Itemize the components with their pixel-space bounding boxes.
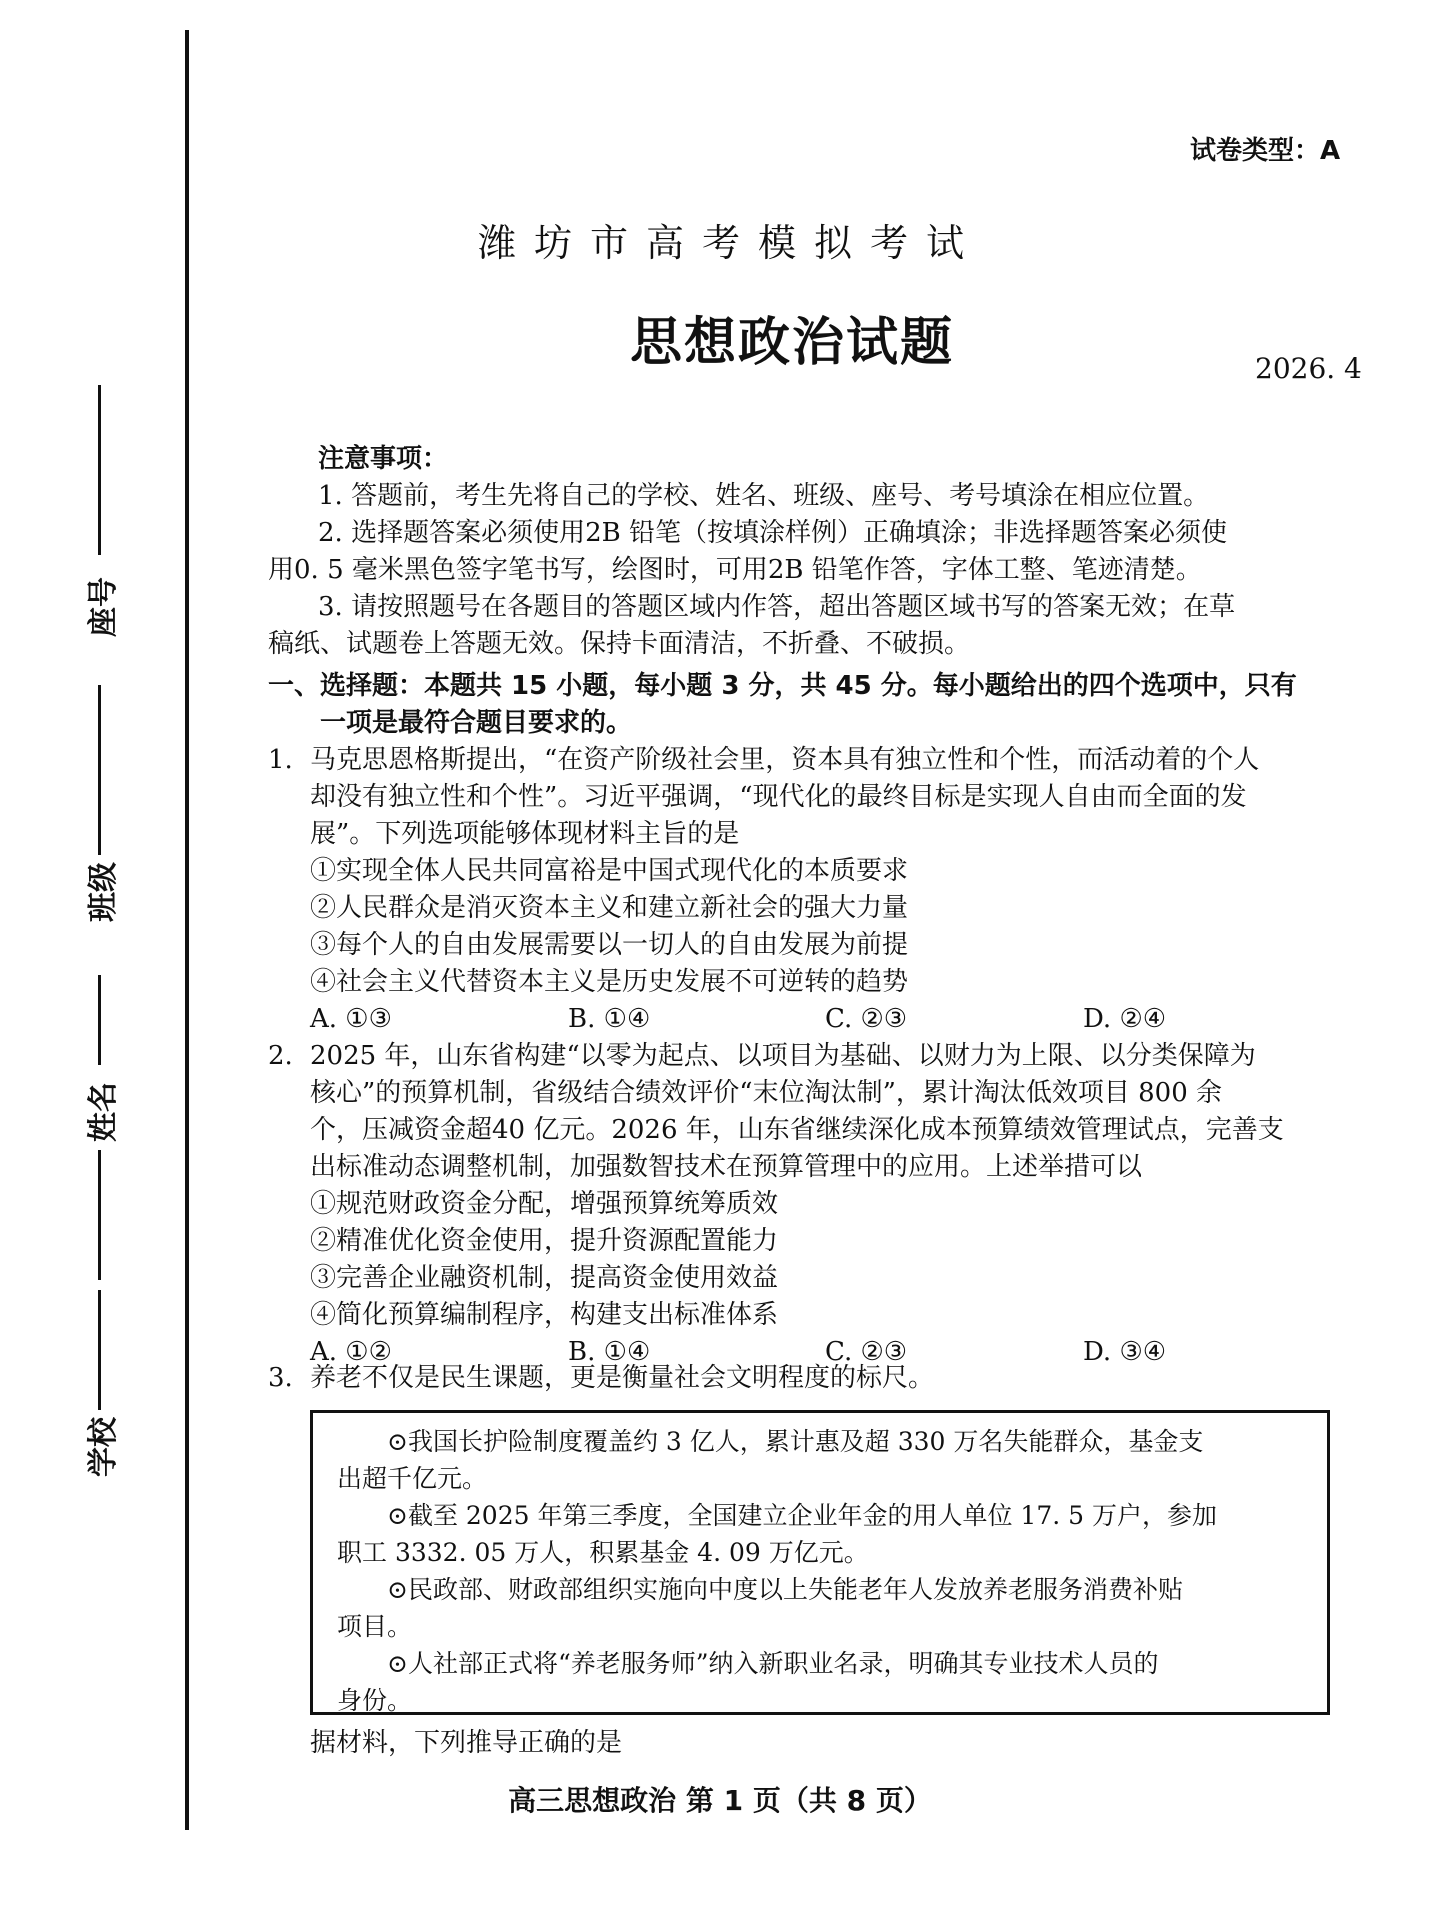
- seat-field[interactable]: [60, 385, 140, 685]
- notes-line: 2. 选择题答案必须使用2B 铅笔（按填涂样例）正确填涂；非选择题答案必须使: [318, 518, 1227, 548]
- statement-3: ③完善企业融资机制，提高资金使用效益: [310, 1263, 779, 1293]
- option-c[interactable]: C. ②③: [825, 1004, 908, 1034]
- school-label: 学校: [86, 1417, 121, 1477]
- material-box: [310, 1410, 1330, 1715]
- question-line: 马克思恩格斯提出，“在资产阶级社会里，资本具有独立性和个性，而活动着的个人: [310, 745, 1260, 775]
- statement-1: ①实现全体人民共同富裕是中国式现代化的本质要求: [310, 856, 909, 886]
- option-d[interactable]: D. ②④: [1083, 1004, 1167, 1034]
- answer-options: [310, 1001, 1358, 1038]
- class-label: 班级: [86, 862, 121, 922]
- name-field[interactable]: [60, 975, 140, 1275]
- exam-date: 2026. 4: [1255, 352, 1362, 385]
- material-line: 出超千亿元。: [337, 1464, 488, 1493]
- question-stem: 养老不仅是民生课题，更是衡量社会文明程度的标尺。: [310, 1363, 935, 1393]
- statement-2: ②精准优化资金使用，提升资源配置能力: [310, 1226, 779, 1256]
- exam-type: 试卷类型：A: [1190, 136, 1341, 166]
- notes-block: [268, 441, 1358, 663]
- material-line: ⊙民政部、财政部组织实施向中度以上失能老年人发放养老服务消费补贴: [387, 1575, 1183, 1604]
- seat-label: 座号: [86, 577, 121, 637]
- statement-1: ①规范财政资金分配，增强预算统筹质效: [310, 1189, 779, 1219]
- page-footer: 高三思想政治 第 1 页（共 8 页）: [508, 1784, 932, 1817]
- material-line: ⊙人社部正式将“养老服务师”纳入新职业名录，明确其专业技术人员的: [387, 1649, 1159, 1678]
- question-3: [268, 1360, 1358, 1397]
- question-prompt: 据材料，下列推导正确的是: [310, 1728, 623, 1758]
- option-b[interactable]: B. ①④: [568, 1337, 651, 1367]
- question-line: 核心”的预算机制，省级结合绩效评价“末位淘汰制”，累计淘汰低效项目 800 余: [310, 1078, 1223, 1108]
- class-field[interactable]: [60, 685, 140, 985]
- option-a[interactable]: A. ①③: [310, 1004, 392, 1034]
- question-line: 出标准动态调整机制，加强数智技术在预算管理中的应用。上述举措可以: [310, 1152, 1143, 1182]
- exam-name: 潍坊市高考模拟考试: [477, 221, 982, 265]
- school-field[interactable]: [60, 1290, 140, 1477]
- option-c[interactable]: C. ②③: [825, 1337, 908, 1367]
- statement-4: ④社会主义代替资本主义是历史发展不可逆转的趋势: [310, 967, 909, 997]
- question-line: 却没有独立性和个性”。习近平强调，“现代化的最终目标是实现人自由而全面的发: [310, 782, 1247, 812]
- page-title: 思想政治试题: [630, 313, 955, 373]
- name-label: 姓名: [86, 1082, 121, 1142]
- statement-4: ④简化预算编制程序，构建支出标准体系: [310, 1300, 779, 1330]
- option-d[interactable]: D. ③④: [1083, 1337, 1167, 1367]
- name-blank-line: [98, 975, 101, 1065]
- notes-line: 稿纸、试题卷上答题无效。保持卡面清洁，不折叠、不破损。: [268, 629, 971, 659]
- material-line: ⊙截至 2025 年第三季度，全国建立企业年金的用人单位 17. 5 万户，参加: [387, 1501, 1217, 1530]
- material-line: 职工 3332. 05 万人，积累基金 4. 09 万亿元。: [337, 1538, 869, 1567]
- question-number: 3.: [268, 1363, 293, 1393]
- school-blank-line: [98, 1290, 101, 1410]
- material-line: 身份。: [337, 1686, 413, 1715]
- question-line: 2025 年，山东省构建“以零为起点、以项目为基础、以财力为上限、以分类保障为: [310, 1041, 1256, 1071]
- material-line: 项目。: [337, 1612, 413, 1641]
- statement-2: ②人民群众是消灭资本主义和建立新社会的强大力量: [310, 893, 909, 923]
- option-b[interactable]: B. ①④: [568, 1004, 651, 1034]
- notes-line: 3. 请按照题号在各题目的答题区域内作答，超出答题区域书写的答案无效；在草: [318, 592, 1236, 622]
- section-heading: [268, 668, 1358, 742]
- question-number: 2.: [268, 1041, 293, 1071]
- question-number: 1.: [268, 745, 293, 775]
- notes-line: 1. 答题前，考生先将自己的学校、姓名、班级、座号、考号填涂在相应位置。: [318, 481, 1210, 511]
- option-a[interactable]: A. ①②: [310, 1337, 392, 1367]
- material-line: ⊙我国长护险制度覆盖约 3 亿人，累计惠及超 330 万名失能群众，基金支: [387, 1427, 1204, 1456]
- section-heading-line1: 一、选择题：本题共 15 小题，每小题 3 分，共 45 分。每小题给出的四个选项中，只有: [268, 671, 1297, 701]
- question-line: 展”。下列选项能够体现材料主旨的是: [310, 819, 740, 849]
- statement-3: ③每个人的自由发展需要以一切人的自由发展为前提: [310, 930, 909, 960]
- seat-blank-line: [98, 385, 101, 555]
- question-1: [268, 742, 1358, 1038]
- notes-line: 用0. 5 毫米黑色签字笔书写，绘图时，可用2B 铅笔作答，字体工整、笔迹清楚。: [268, 555, 1202, 585]
- binding-line: [185, 30, 189, 1830]
- class-blank-line: [98, 685, 101, 855]
- notes-heading: 注意事项：: [318, 444, 449, 474]
- name-blank-line-lower: [98, 1150, 101, 1280]
- section-heading-line2: 一项是最符合题目要求的。: [320, 708, 633, 738]
- question-line: 个，压减资金超40 亿元。2026 年，山东省继续深化成本预算绩效管理试点，完善支: [310, 1115, 1284, 1145]
- question-2: [268, 1038, 1358, 1371]
